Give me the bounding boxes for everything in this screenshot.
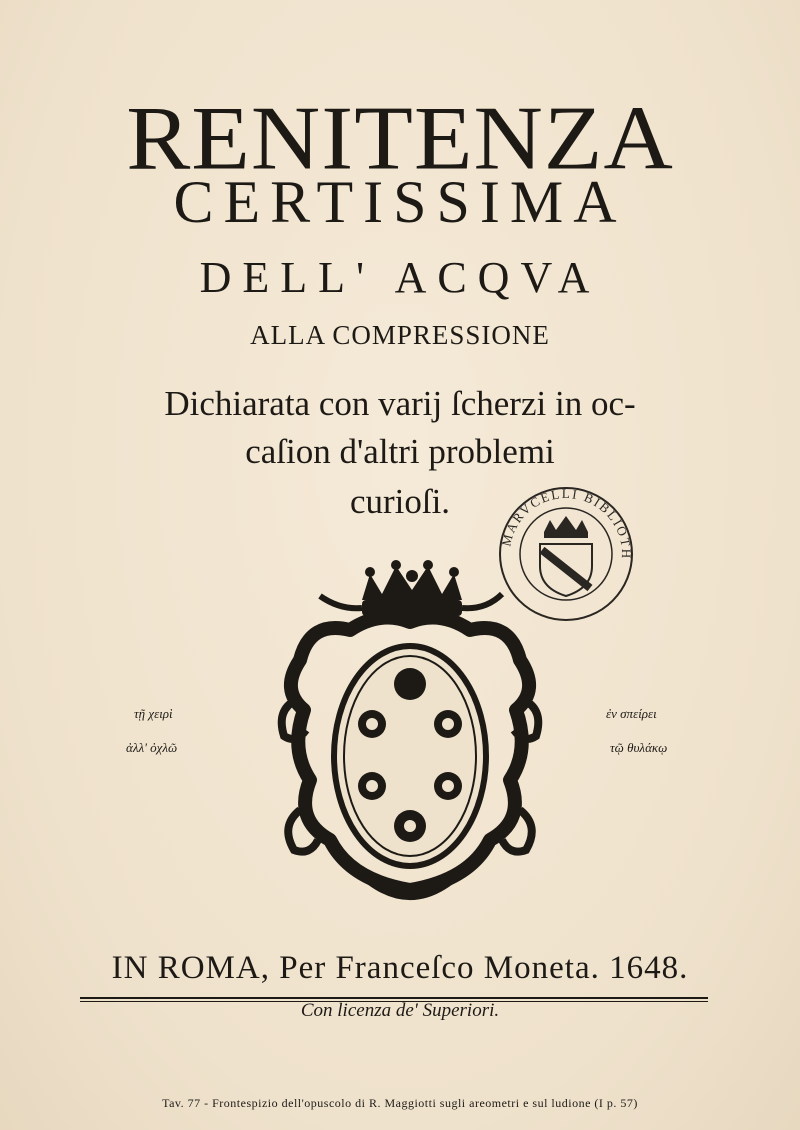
coat-of-arms-emblem: [270, 560, 550, 920]
crown-icon: [320, 560, 502, 616]
plate-caption: Tav. 77 - Frontespizio dell'opuscolo di R. Maggiotti sugli areometri e sul ludione (I p. 57): [162, 1096, 638, 1110]
imprint-line: IN ROMA, Per Franceſco Moneta. 1648.: [111, 950, 689, 986]
motto-right-line-2: τῷ θυλάκῳ: [610, 740, 668, 755]
license-line: Con licenza de' Superiori.: [300, 1000, 500, 1021]
title-line-3: DELL' ACQVA: [199, 253, 601, 302]
subtitle-line-2: caſion d'altri problemi: [245, 432, 555, 471]
title-line-4: ALLA COMPRESSIONE: [250, 320, 550, 350]
title-line-2: CERTISSIMA: [173, 169, 627, 235]
divider-rule: [80, 997, 708, 999]
title-line-1: RENITENZA: [126, 86, 674, 189]
motto-left-line-2: ἀλλ' ὀχλῶ: [126, 740, 178, 755]
subtitle-line-1: Dichiarata con varij ſcherzi in oc-: [164, 384, 636, 423]
subtitle-line-3: curioſi.: [349, 482, 451, 521]
motto-right-line-1: ἐν σπείρει: [606, 706, 657, 721]
motto-left-line-1: τῇ χειρὶ: [134, 706, 173, 721]
stamp-text: MARVCELLI BIBLIOTH: [498, 485, 635, 561]
